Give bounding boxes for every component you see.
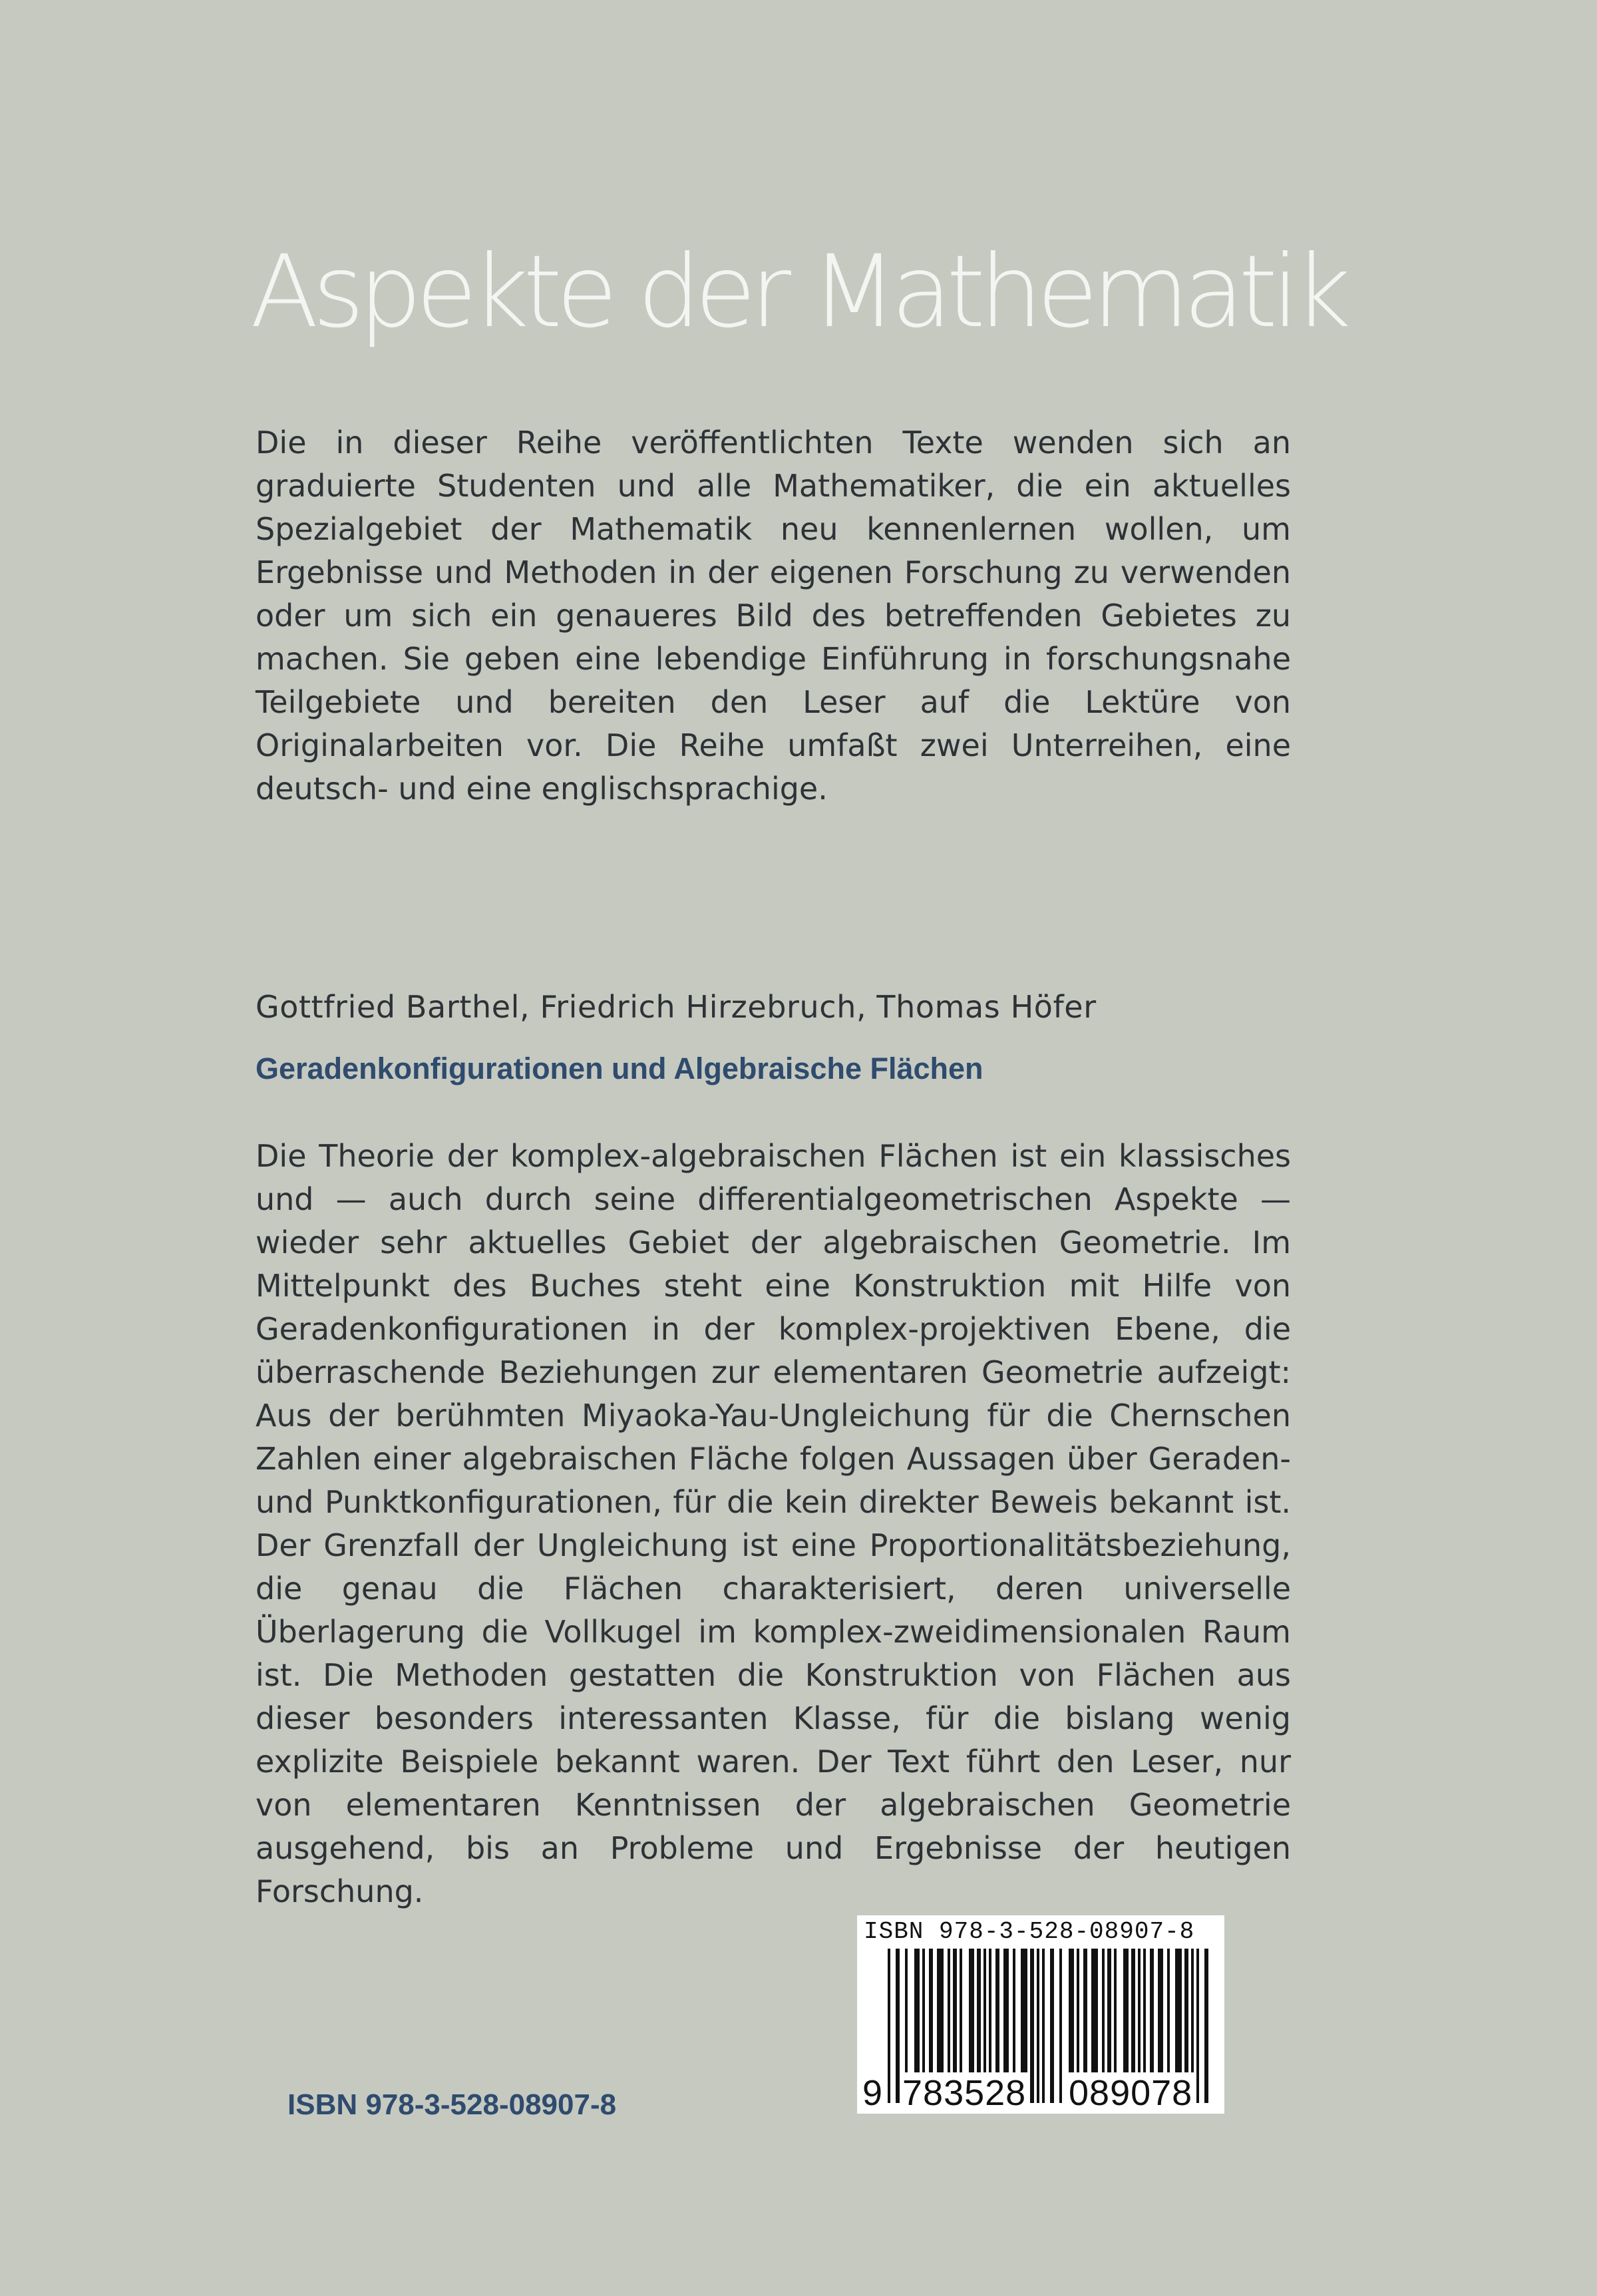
barcode-bar — [1050, 1949, 1054, 2103]
isbn-text: ISBN 978-3-528-08907-8 — [287, 2088, 617, 2121]
barcode-bar — [1037, 1949, 1039, 2103]
book-description: Die Theorie der komplex-algebraischen Flächen ist ein klassisches und — auch durch seine differentialgeometrischen Aspekte — wieder sehr aktuelles Gebiet der algebraischen Geometrie. Im Mittelpunkt des Buches steht eine Konstruktion mit Hilfe von Geradenkonfigurationen in der komplex-projektiven Ebene, die überraschende Beziehungen zur elementaren Geometrie aufzeigt: Aus der berühmten Miyaoka-Yau-Ungleichung für die Chernschen Zahlen einer algebraischen Fläche folgen Aussagen über Geraden- und Punktkonfigurationen, für die kein direkter Beweis bekannt ist. Der Grenzfall der Ungleichung ist eine Proportionalitätsbeziehung, die genau die Flächen charakterisiert, deren universelle Überlagerung die Vollkugel im komplex-zweidimensionalen Raum ist. Die Methoden gestatten die Konstruktion von Flächen aus dieser besonders interessanten Klasse, für die bislang wenig explizite Beispiele bekannt waren. Der Text führt den Leser, nur von elementaren Kenntnissen der algebraischen Geometrie ausgehend, bis an Probleme und Ergebnisse der heutigen Forschung. — [256, 1138, 1291, 1909]
barcode-right-digits: 089078 — [1066, 2072, 1195, 2114]
series-title: Aspekte der Mathematik — [250, 234, 1345, 350]
barcode-bar — [888, 1949, 890, 2103]
barcode-left-digits: 783528 — [900, 2072, 1029, 2114]
barcode-bar — [1030, 1949, 1034, 2103]
book-authors: Gottfried Barthel, Friedrich Hirzebruch, Thomas Höfer — [256, 989, 1097, 1025]
barcode-bar — [1042, 1949, 1045, 2103]
series-description: Die in dieser Reihe veröffentlichten Texte wenden sich an graduierte Studenten und alle Mathematiker, die ein aktuelles Spezialgebiet der Mathematik neu kennenlernen wollen, um Ergebnisse und Methoden in der eigenen Forschung zu verwenden oder um sich ein genaueres Bild des betreffenden Gebietes zu machen. Sie geben eine lebendige Einführung in forschungsnahe Teilgebiete und bereiten den Leser auf die Lektüre von Originalarbeiten vor. Die Reihe umfaßt zwei Unterreihen, eine deutsch- und eine englischsprachige. — [256, 425, 1291, 807]
barcode-isbn-label: ISBN 978-3-528-08907-8 — [864, 1918, 1195, 1945]
barcode-bar — [1196, 1949, 1199, 2103]
book-title: Geradenkonfigurationen und Algebraische Flächen — [256, 1052, 983, 1085]
barcode — [857, 1915, 1224, 2114]
barcode-bar — [1204, 1949, 1208, 2103]
barcode-bar — [1059, 1949, 1062, 2103]
barcode-lead-digit: 9 — [862, 2073, 883, 2113]
